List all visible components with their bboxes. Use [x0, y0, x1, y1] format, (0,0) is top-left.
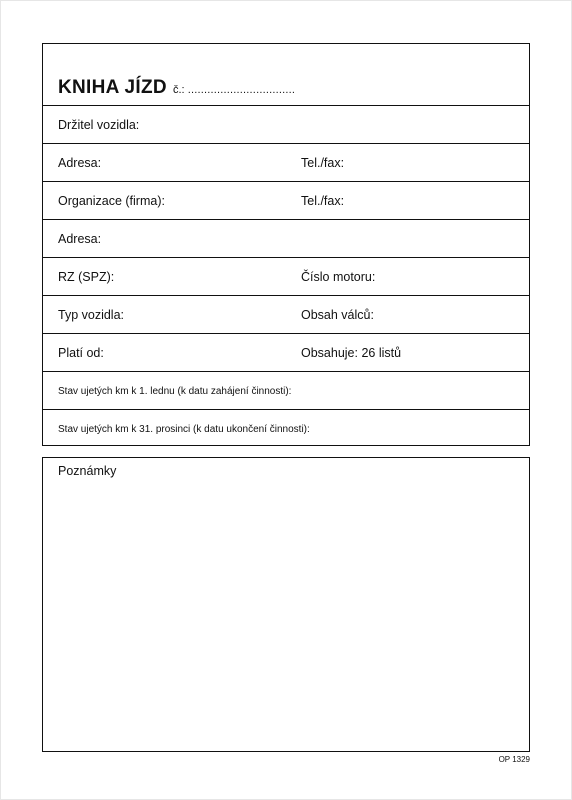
km-end-field[interactable]: Stav ujetých km k 31. prosinci (k datu ukončení činnosti):	[58, 424, 310, 435]
row-registration-engine	[43, 258, 529, 296]
organization-field[interactable]: Organizace (firma):	[58, 194, 165, 208]
organization-phone-fax-field[interactable]: Tel./fax:	[301, 194, 345, 208]
notes-box[interactable]	[42, 457, 530, 752]
organization-address-field[interactable]: Adresa:	[58, 232, 102, 246]
row-address-phone	[43, 144, 529, 182]
registration-field[interactable]: RZ (SPZ):	[58, 270, 115, 284]
row-km-end	[43, 410, 529, 448]
address-field[interactable]: Adresa:	[58, 156, 102, 170]
logbook-number-field[interactable]	[173, 84, 295, 96]
km-start-field[interactable]: Stav ujetých km k 1. lednu (k datu zahájení činnosti):	[58, 386, 292, 397]
row-km-start	[43, 372, 529, 410]
holder-field[interactable]: Držitel vozidla:	[58, 118, 140, 132]
notes-label: Poznámky	[58, 464, 117, 478]
row-organization-address	[43, 220, 529, 258]
row-holder	[43, 106, 529, 144]
row-type-capacity	[43, 296, 529, 334]
vehicle-type-field[interactable]: Typ vozidla:	[58, 308, 125, 322]
phone-fax-field[interactable]: Tel./fax:	[301, 156, 345, 170]
valid-from-field[interactable]: Platí od:	[58, 346, 104, 360]
row-organization-phone	[43, 182, 529, 220]
document-title: KNIHA JÍZD	[58, 77, 167, 98]
engine-capacity-field[interactable]: Obsah válců:	[301, 308, 374, 322]
title-row	[43, 44, 529, 106]
sheet-count-label: Obsahuje: 26 listů	[301, 346, 402, 360]
row-valid-contains	[43, 334, 529, 372]
logbook-number-label: č.:	[173, 84, 185, 96]
logbook-number-dots: .................................	[187, 84, 296, 96]
vehicle-log-form	[42, 43, 530, 446]
form-code: OP 1329	[498, 755, 530, 764]
engine-number-field[interactable]: Číslo motoru:	[301, 270, 376, 284]
